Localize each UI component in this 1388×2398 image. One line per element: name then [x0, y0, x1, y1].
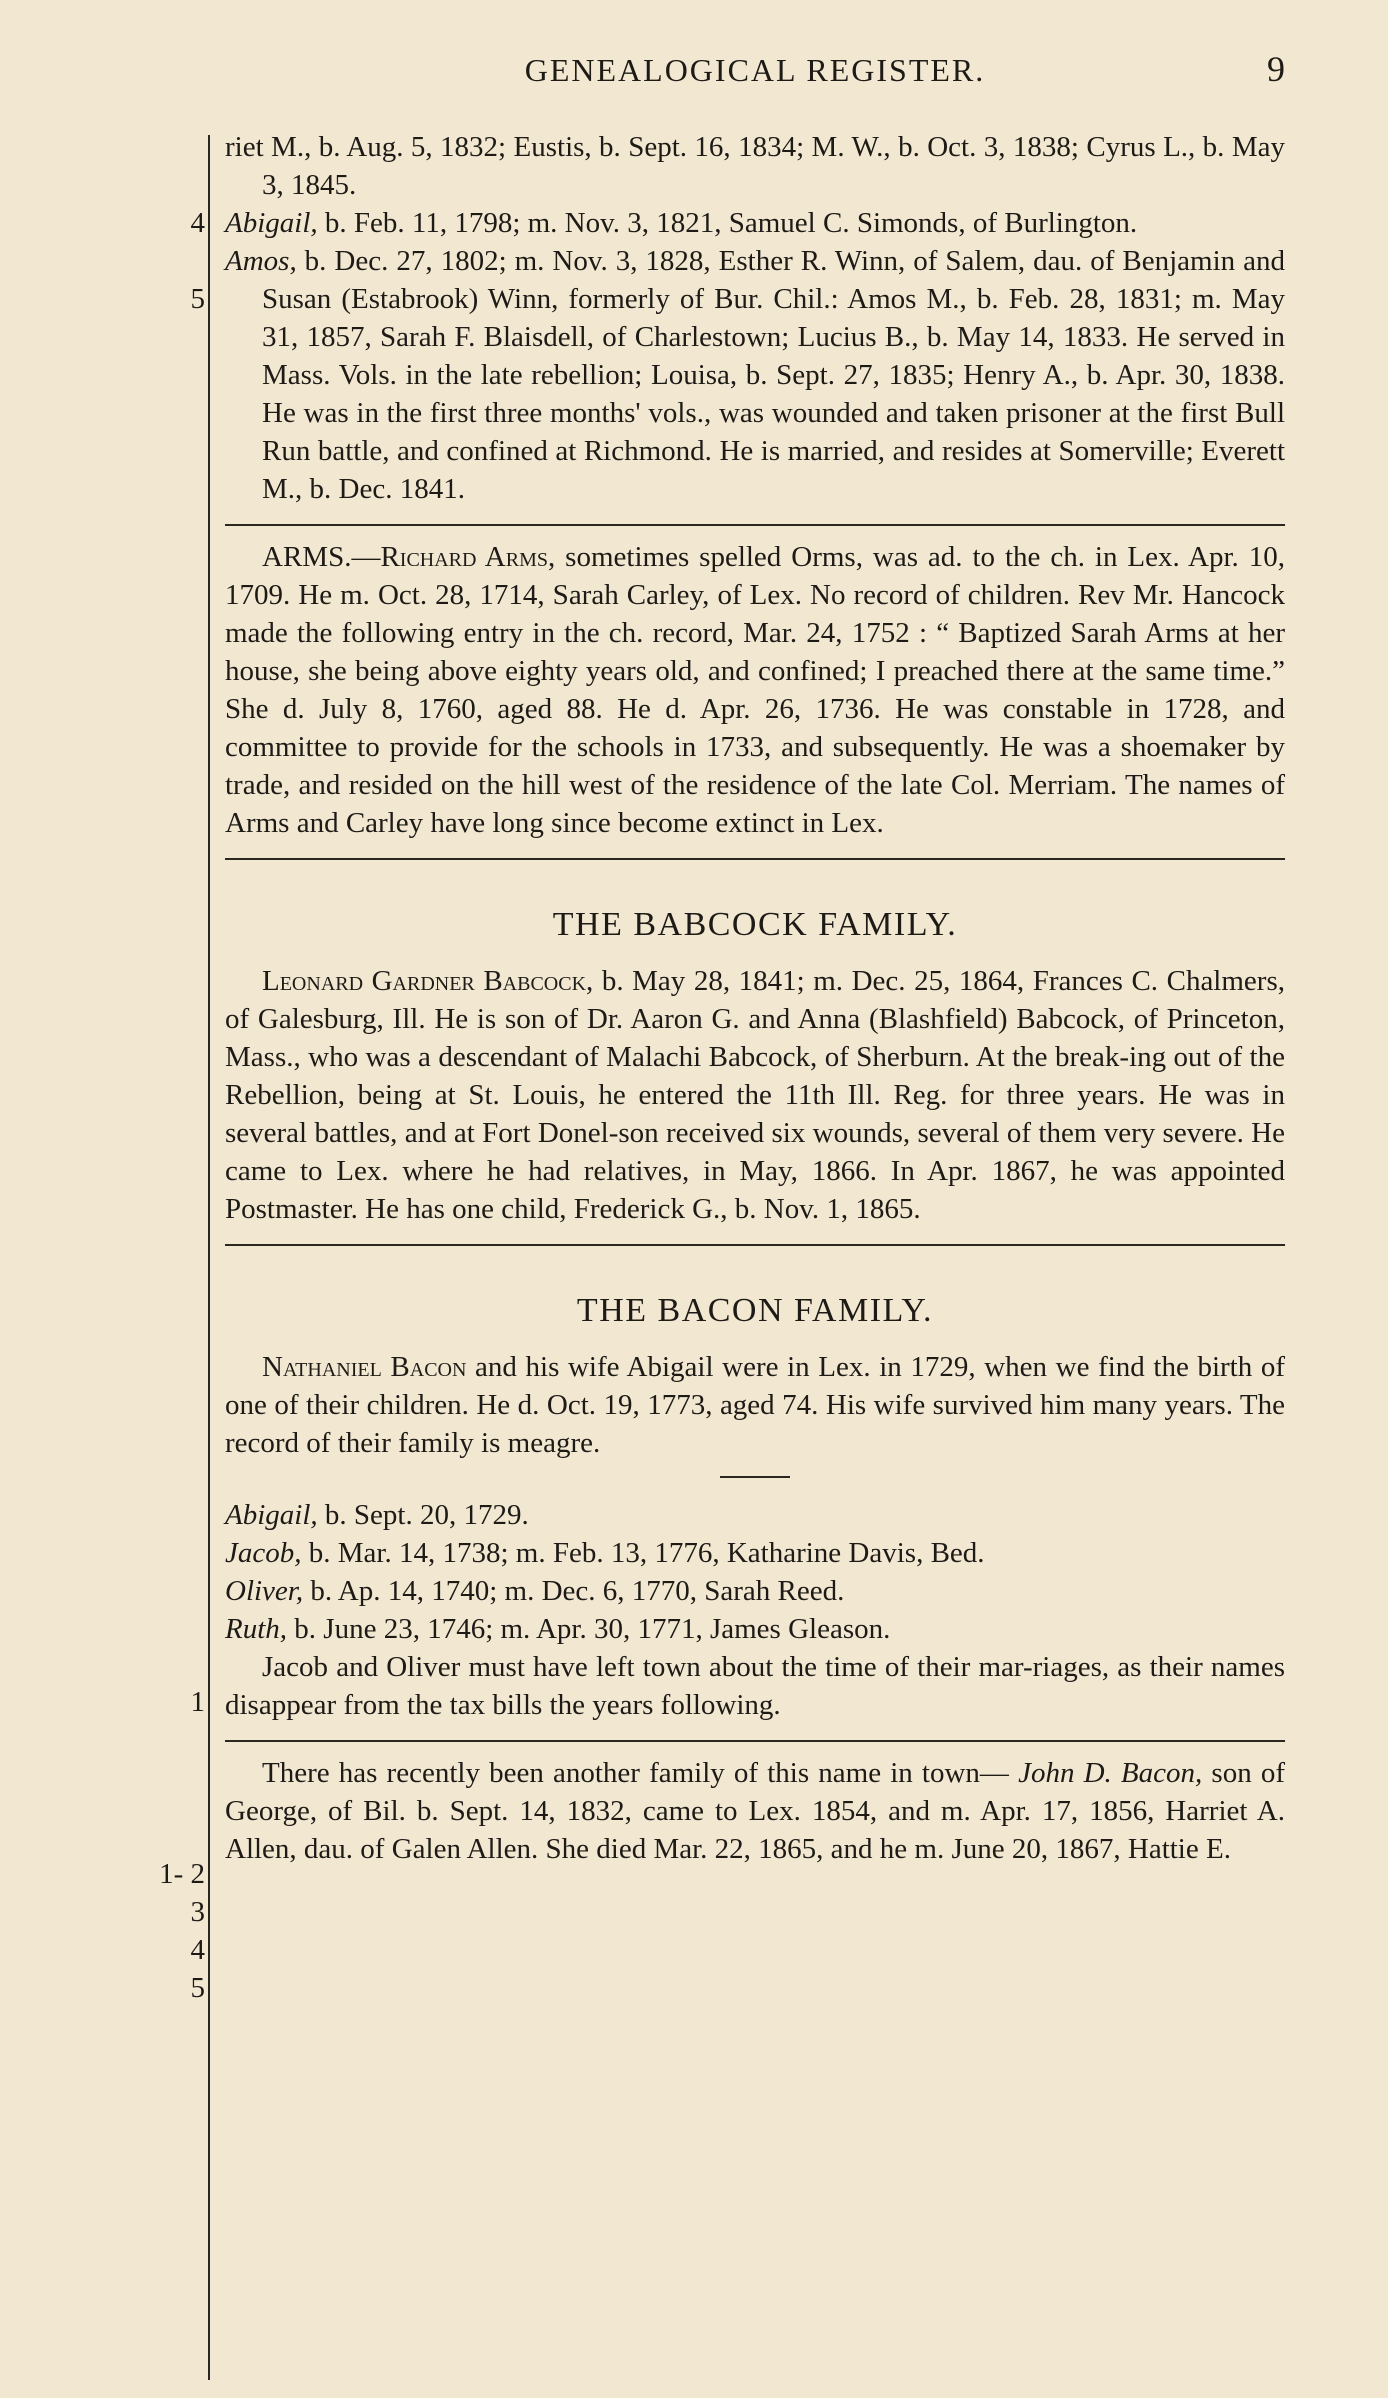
short-divider: [720, 1476, 790, 1478]
entry-name: Oliver,: [225, 1575, 304, 1607]
margin-number: 3: [190, 1896, 205, 1928]
margin-number: 5: [190, 283, 205, 315]
margin-number: 1: [190, 1686, 205, 1718]
paragraph-text: , sometimes spelled Orms, was ad. to the ch. in Lex. Apr. 10, 1709. He m. Oct. 28, 1714, Sarah Carley, of Lex. No record of children. Rev Mr. Hancock made the following entry in the ch. record, Mar. 24, 1752 : “ Baptized Sarah Arms at her house, she being above eighty years old, and confined; I preached there at the same time.” She d. July 8, 1760, aged 88. He d. Apr. 26, 1736. He was constable in 1728, and committee to provide for the schools in 1733, and subsequently. He was a shoemaker by trade, and resided on the hill west of the residence of the late Col. Merriam. The names of Arms and Carley have long since become extinct in Lex.: [225, 541, 1285, 839]
person-name: Leonard Gardner Babcock: [262, 965, 587, 997]
entry-text: b. Dec. 27, 1802; m. Nov. 3, 1828, Esther R. Winn, of Salem, dau. of Benjamin and Susan (Estabrook) Winn, formerly of Bur. Chil.: Amos M., b. Feb. 28, 1831; m. May 31, 1857, Sarah F. Blaisdell, of Charlestown; Lucius B., b. May 14, 1833. He served in Mass. Vols. in the late rebellion; Louisa, b. Sept. 27, 1835; Henry A., b. Apr. 30, 1838. He was in the first three months' vols., was wounded and taken prisoner at the first Bull Run battle, and confined at Richmond. He is married, and resides at Somerville; Everett M., b. Dec. 1841.: [262, 245, 1285, 505]
continued-entry: [225, 128, 1285, 204]
entry-text: b. Feb. 11, 1798; m. Nov. 3, 1821, Samuel C. Simonds, of Burlington.: [317, 207, 1138, 239]
entry-text: b. June 23, 1746; m. Apr. 30, 1771, James Gleason.: [287, 1613, 891, 1645]
paragraph-text: , b. May 28, 1841; m. Dec. 25, 1864, Frances C. Chalmers, of Galesburg, Ill. He is son of Dr. Aaron G. and Anna (Blashfield) Babcock, of Princeton, Mass., who was a descendant of Malachi Babcock, of Sherburn. At the break-ing out of the Rebellion, being at St. Louis, he entered the 11th Ill. Reg. for three years. He was in several battles, and at Fort Donel-son received six wounds, several of them very severe. He came to Lex. where he had relatives, in May, 1866. In Apr. 1867, he was appointed Postmaster. He has one child, Frederick G., b. Nov. 1, 1865.: [225, 965, 1285, 1225]
paragraph-text: There has recently been another family of this name in town—: [262, 1757, 1009, 1789]
bacon-note: Jacob and Oliver must have left town about the time of their mar-riages, as their names disappear from the tax bills the years following.: [225, 1651, 1285, 1721]
entry-text: riet M., b. Aug. 5, 1832; Eustis, b. Sept. 16, 1834; M. W., b. Oct. 3, 1838; Cyrus L., b. May 3, 1845.: [225, 131, 1285, 201]
paragraph-text: son of George, of Bil. b. Sept. 14, 1832, came to Lex. 1854, and m. Apr. 17, 1856, Harriet A. Allen, dau. of Galen Allen. She died Mar. 22, 1865, and he m. June 20, 1867, Hattie E.: [225, 1757, 1286, 1865]
section-divider: [225, 858, 1285, 860]
person-name: Nathaniel Bacon: [262, 1351, 467, 1383]
margin-number: 5: [190, 1972, 205, 2004]
bacon-later-paragraph: [225, 1754, 1285, 1868]
entry-name: Amos,: [225, 245, 297, 277]
section-title: THE BACON FAMILY.: [576, 1292, 934, 1329]
person-name: Richard Arms: [380, 541, 548, 573]
bacon-intro-paragraph: [225, 1348, 1285, 1462]
page-number: 9: [1267, 49, 1285, 89]
entry-name: Jacob,: [225, 1537, 302, 1569]
child-entry: [225, 1610, 1285, 1648]
arms-lead: ARMS.—: [262, 541, 381, 573]
page-header: [225, 49, 1285, 92]
section-divider: [225, 524, 1285, 526]
section-divider: [225, 1740, 1285, 1742]
entry-text: b. Ap. 14, 1740; m. Dec. 6, 1770, Sarah Reed.: [303, 1575, 845, 1607]
section-title: THE BABCOCK FAMILY.: [552, 906, 958, 943]
margin-number: 4: [190, 207, 205, 239]
babcock-paragraph: [225, 962, 1285, 1228]
child-entry: [225, 1496, 1285, 1534]
page-body: [225, 128, 1285, 1868]
entry-text: b. Mar. 14, 1738; m. Feb. 13, 1776, Katharine Davis, Bed.: [301, 1537, 985, 1569]
entry-name: Ruth,: [225, 1613, 288, 1645]
paragraph-text: and his wife Abigail were in Lex. in 1729, when we find the birth of one of their children. He d. Oct. 19, 1773, aged 74. His wife survived him many years. The record of their family is meagre.: [225, 1351, 1285, 1459]
entry-name: Abigail,: [225, 207, 318, 239]
margin-rule: [208, 135, 210, 2380]
arms-paragraph: [225, 538, 1285, 842]
child-entry: [225, 1534, 1285, 1572]
margin-number: 4: [190, 1934, 205, 1966]
person-name: John D. Bacon,: [1018, 1757, 1203, 1789]
child-entry: [225, 1572, 1285, 1610]
margin-number: 1- 2: [159, 1858, 205, 1890]
entry-amos: [225, 242, 1285, 508]
running-head: GENEALOGICAL REGISTER.: [524, 52, 986, 88]
entry-text: b. Sept. 20, 1729.: [317, 1499, 529, 1531]
entry-abigail: [225, 204, 1285, 242]
section-divider: [225, 1244, 1285, 1246]
entry-name: Abigail,: [225, 1499, 318, 1531]
